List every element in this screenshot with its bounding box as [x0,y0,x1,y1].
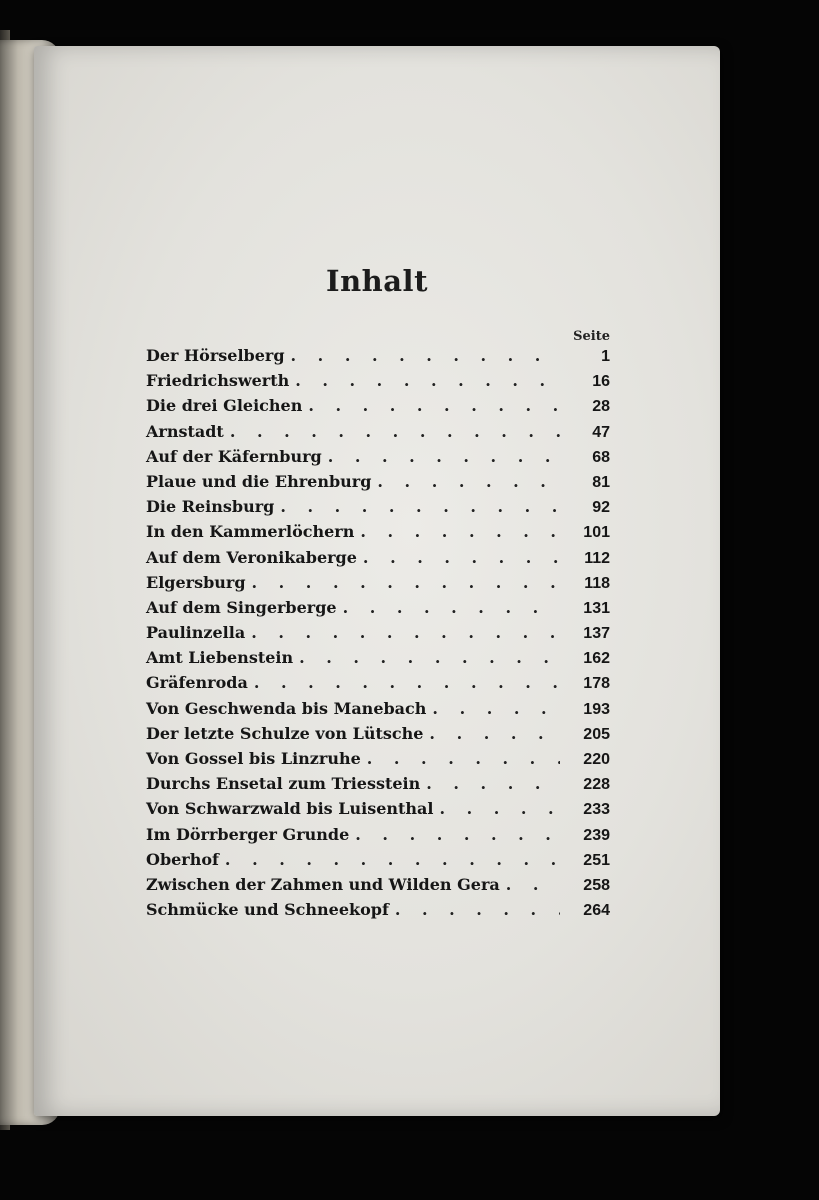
toc-dot-leader [367,749,560,768]
toc-entry-page-number: 118 [584,574,610,592]
toc-dot-leader [439,799,560,818]
toc-entry-page-number: 220 [583,751,610,768]
toc-entry-title: Friedrichswerth [146,371,290,391]
toc-dot-leader [291,346,560,365]
toc-dot-leader [299,648,560,667]
toc-entry-title: Der letzte Schulze von Lütsche [146,723,424,743]
page-column-label: Seite [573,329,610,344]
toc-entry-title: Elgersburg [146,572,246,592]
book-page [34,46,720,1116]
toc-entry-title: Auf dem Singerberge [146,597,337,617]
toc-dot-leader [308,396,560,415]
toc-entry [146,875,610,900]
toc-entry-title: Zwischen der Zahmen und Wilden Gera [146,874,500,894]
toc-entry-page-number: 131 [583,599,610,617]
toc-dot-leader [251,623,560,642]
toc-entry [146,699,610,724]
toc-entry-title: Amt Liebenstein [146,648,294,668]
toc-entry [146,422,610,447]
toc-entry-title: Auf dem Veronikaberge [146,547,357,567]
toc-entry [146,850,610,875]
toc-entry [146,749,610,774]
toc-dot-leader [506,875,560,894]
toc-entry-title: Von Schwarzwald bis Luisenthal [146,799,434,819]
toc-entry-title: Auf der Käfernburg [146,446,322,466]
toc-entry [146,900,610,925]
toc-dot-leader [225,850,560,869]
toc-entry-title: Arnstadt [146,421,224,441]
toc-dot-leader [355,825,560,844]
toc-entry-page-number: 47 [592,423,610,441]
toc-entry [146,799,610,824]
toc-entry-page-number: 228 [583,776,610,794]
toc-entry [146,396,610,421]
toc-entry-title: Im Dörrberger Grunde [146,824,350,844]
toc-entry-page-number: 205 [583,725,610,743]
toc-entry-page-number: 28 [592,398,610,416]
toc-dot-leader [432,699,560,718]
toc-entry [146,598,610,623]
toc-entry [146,548,610,573]
toc-entry-title: Gräfenroda [146,673,248,693]
toc-entry-page-number: 16 [592,373,610,391]
toc-dot-leader [395,900,560,919]
toc-dot-leader [295,371,560,390]
toc-entry [146,774,610,799]
toc-entry-page-number: 101 [583,524,610,542]
toc-entry-title: Plaue und die Ehrenburg [146,471,372,491]
toc-dot-leader [360,522,560,541]
toc-entry-page-number: 258 [583,876,610,894]
toc-dot-leader [254,673,560,692]
toc-dot-leader [252,573,560,592]
toc-entry [146,497,610,522]
toc-entry [146,371,610,396]
toc-entry-page-number: 233 [583,801,610,819]
toc-entry-title: Oberhof [146,849,219,869]
toc-dot-leader [280,497,560,516]
toc-entry [146,447,610,472]
toc-entry [146,724,610,749]
toc-entry [146,648,610,673]
toc-entry-page-number: 92 [592,499,610,517]
page-title: Inhalt [326,264,428,298]
toc-entry-title: Von Geschwenda bis Manebach [146,698,427,718]
toc-entry-title: Paulinzella [146,623,246,643]
toc-entry [146,825,610,850]
toc-entry-title: Der Hörselberg [146,346,285,365]
toc-dot-leader [429,724,560,743]
toc-entry-page-number: 81 [592,473,610,491]
toc-entry [146,673,610,698]
toc-dot-leader [328,447,560,466]
toc-entry-title: Die drei Gleichen [146,396,303,416]
toc-entry [146,573,610,598]
toc-entry-title: In den Kammerlöchern [146,522,355,542]
toc-entry [146,472,610,497]
toc-entry [146,346,610,371]
toc-dot-leader [230,422,560,441]
toc-entry-page-number: 239 [583,826,610,844]
toc-entry-page-number: 251 [583,851,610,869]
toc-entry-page-number: 193 [583,700,610,718]
toc-entry-page-number: 264 [583,902,610,920]
toc-entry [146,522,610,547]
toc-dot-leader [343,598,560,617]
toc-entry-page-number: 1 [601,348,610,365]
toc-entry-page-number: 137 [583,625,610,643]
toc-entry-page-number: 68 [592,448,610,466]
toc-dot-leader [377,472,560,491]
toc-entry-page-number: 162 [583,650,610,668]
toc-dot-leader [426,774,560,793]
toc-entry-title: Von Gossel bis Linzruhe [146,749,361,768]
toc-dot-leader [363,548,560,567]
toc-entry-page-number: 112 [584,549,610,567]
toc-entry-title: Durchs Ensetal zum Triesstein [146,774,421,794]
toc-entry-page-number: 178 [583,675,610,693]
toc-entry-title: Die Reinsburg [146,497,275,517]
toc-entry-title: Schmücke und Schneekopf [146,900,389,920]
toc-entry [146,623,610,648]
table-of-contents [146,346,610,925]
